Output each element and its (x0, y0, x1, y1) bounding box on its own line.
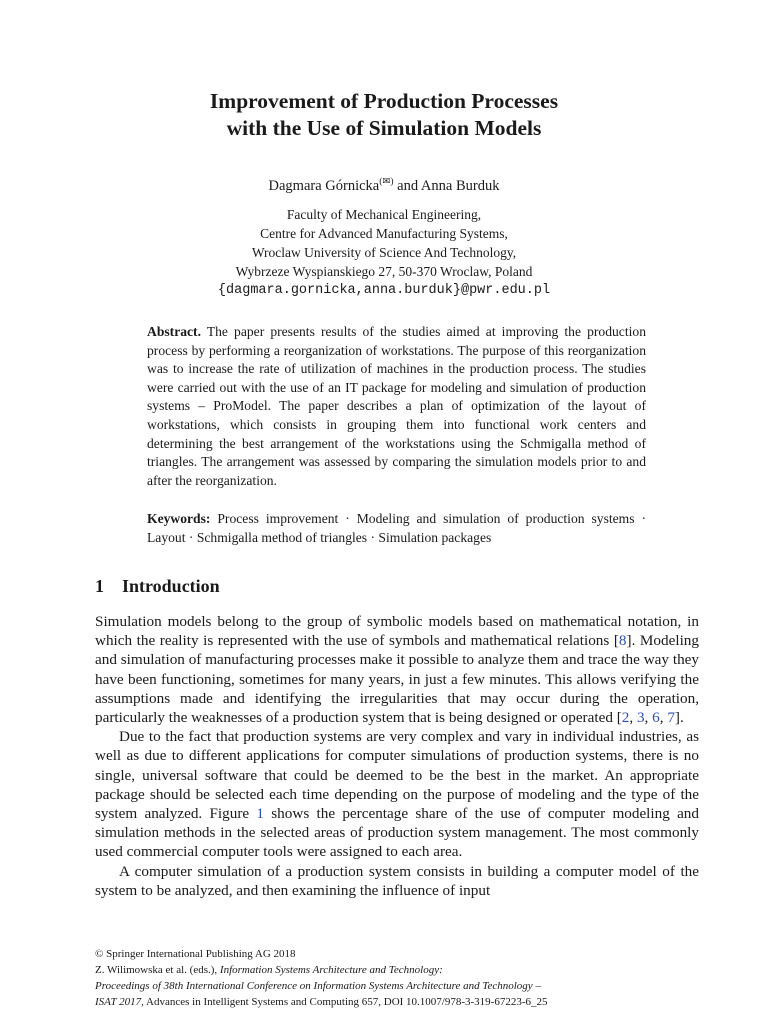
affiliation-line: Wroclaw University of Science And Technology, (251, 245, 517, 260)
citation-link[interactable]: 2 (621, 709, 630, 727)
text-run: , (629, 709, 637, 727)
section-number: 1 (95, 576, 104, 596)
affiliation-block (0, 205, 768, 300)
text-run: ]. Modeling and simulation of manufacturing processes make it possible to analyze them and trace the way they have been functioning, sometimes for many years, in just a few minutes. This allows verifying the assumptions made and identifying the irregularities that may occur during the operation, particularly the weaknesses of a production system that is being designed or operated [ (95, 632, 699, 727)
text-run: Information Systems Architecture and Technology: (219, 964, 443, 976)
author-conjunction: and (397, 178, 419, 194)
corresponding-mail-icon: (✉) (379, 177, 394, 187)
text-run: Z. Wilimowska et al. (eds.), (95, 964, 220, 976)
text-run: , (659, 709, 668, 727)
text-run: Due to the fact that production systems are very complex and vary in individual industries, as well as due to different applications for computer simulations of production systems, there is no single, universal software that could be deemed to be the best in the market. An appropriate package should be selected each time depending on the purpose of modeling and the type of the system analyzed. Figure (95, 728, 699, 823)
citation-link[interactable]: 6 (652, 709, 660, 727)
keywords (147, 510, 646, 547)
abstract (147, 323, 646, 490)
author-email: {dagmara.gornicka,anna.burduk}@pwr.edu.pl (217, 283, 551, 298)
keywords-text: Process improvement · Modeling and simulation of production systems · Layout · Schmigalla method of triangles · Simulation packages (147, 511, 646, 545)
paragraph (95, 612, 699, 727)
abstract-label: Abstract. (147, 324, 201, 339)
section-heading (95, 574, 220, 598)
citation-link[interactable]: 8 (618, 632, 627, 650)
footer-line: Proceedings of 38th International Conference on Information Systems Architecture and Technology – (95, 980, 541, 992)
paper-title (0, 88, 768, 142)
affiliation-line: Faculty of Mechanical Engineering, (286, 207, 482, 222)
paragraph: A computer simulation of a production system consists in building a computer model of the system to be analyzed, and then examining the influence of input (95, 862, 699, 899)
title-line-2: with the Use of Simulation Models (226, 116, 542, 140)
affiliation-line: Centre for Advanced Manufacturing Systems, (260, 226, 508, 241)
text-run: , Advances in Intelligent Systems and Computing 657, DOI 10.1007/978-3-319-67223-6_25 (141, 996, 548, 1008)
text-run: , (644, 709, 653, 727)
paragraph (95, 727, 699, 861)
text-run: shows the percentage share of the use of computer modeling and simulation methods in the selected areas of production system management. The most commonly used commercial computer tools were assigned to each area. (95, 805, 699, 861)
author-list (0, 173, 768, 195)
text-run: ]. (674, 709, 684, 727)
text-run: ISAT 2017 (95, 996, 142, 1008)
section-title: Introduction (122, 576, 220, 596)
footer-notice (95, 946, 705, 1010)
footer-line (95, 962, 705, 978)
footer-line (95, 994, 705, 1010)
affiliation-line: Wybrzeze Wyspianskiego 27, 50-370 Wroclaw, Poland (235, 264, 533, 279)
abstract-text: The paper presents results of the studies aimed at improving the production process by performing a reorganization of workstations. The purpose of this reorganization was to increase the rate of utilization of machines in the production process. The studies were carried out with the use of an IT package for modeling and simulation of production systems – ProModel. The paper describes a plan of optimization of the layout of workstations, which consists in grouping them into functional work centers and determining the best arrangement of the workstations using the Schmigalla method of triangles. The arrangement was assessed by comparing the simulation models prior to and after the reorganization. (147, 324, 646, 488)
body-text (95, 612, 699, 900)
title-line-1: Improvement of Production Processes (209, 89, 559, 113)
text-run: Simulation models belong to the group of symbolic models based on mathematical notation, in which the reality is represented with the use of symbols and mathematical relations [ (95, 613, 699, 650)
keywords-label: Keywords: (147, 511, 211, 526)
author-1: Dagmara Górnicka (268, 178, 380, 194)
figure-link[interactable]: 1 (256, 805, 264, 823)
citation-link[interactable]: 3 (636, 709, 645, 727)
author-2: Anna Burduk (420, 178, 500, 194)
citation-link[interactable]: 7 (667, 709, 675, 727)
copyright-line: © Springer International Publishing AG 2018 (95, 948, 296, 960)
